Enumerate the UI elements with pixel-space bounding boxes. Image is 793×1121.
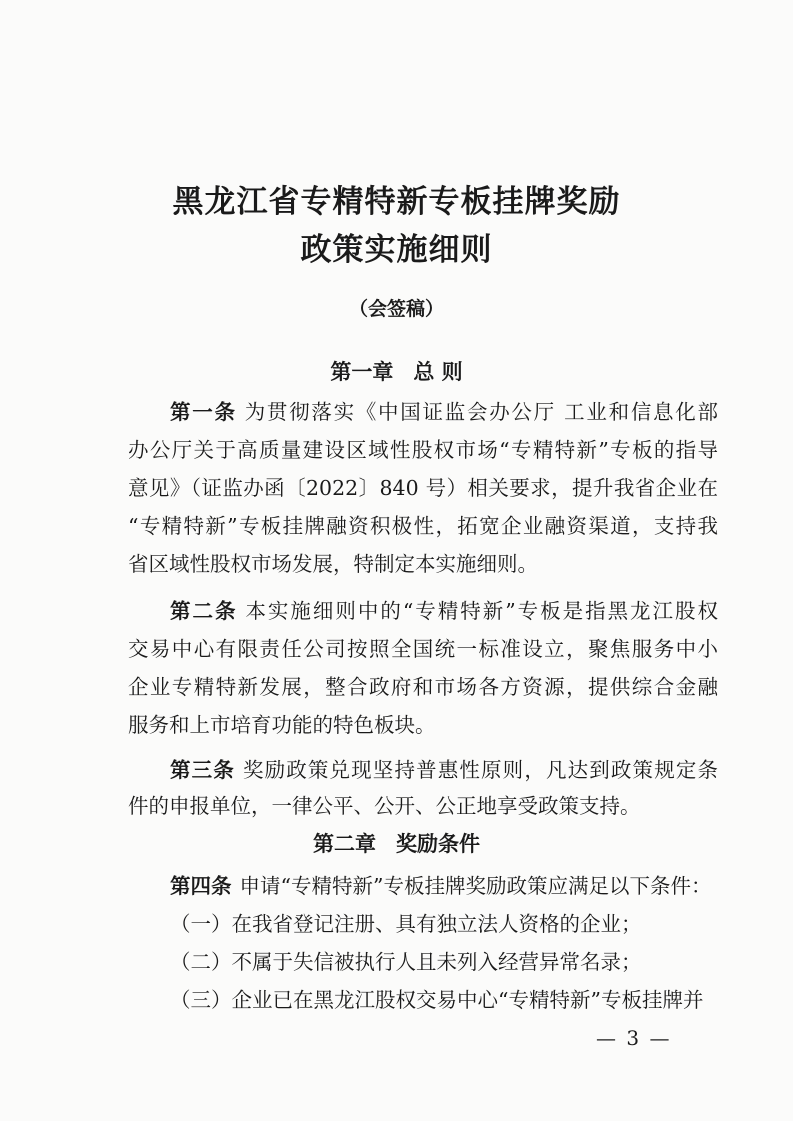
chapter-1-label: 第一章: [330, 359, 394, 384]
article-4-item: （三）企业已在黑龙江股权交易中心“专精特新”专板挂牌并: [170, 988, 704, 1012]
article-1-line: 意见》（证监办函〔2022〕840 号）相关要求，提升我省企业在: [128, 476, 718, 500]
article-4-item: （二）不属于失信被执行人且未列入经营异常名录；: [170, 950, 642, 974]
document-subtitle: （会签稿）: [348, 298, 444, 320]
chapter-2-name: 奖励条件: [396, 831, 480, 856]
article-3-heading: 第三条: [170, 758, 235, 782]
document-title-line1: 黑龙江省专精特新专板挂牌奖励: [172, 184, 621, 220]
article-1-line: “专精特新”专板挂牌融资积极性，拓宽企业融资渠道，支持我: [128, 514, 718, 538]
article-1-line: 第一条 为贯彻落实《中国证监会办公厅 工业和信息化部: [170, 400, 719, 424]
article-4-item: （一）在我省登记注册、具有独立法人资格的企业；: [170, 912, 642, 936]
article-4-line: 第四条 申请“专精特新”专板挂牌奖励政策应满足以下条件：: [170, 874, 712, 898]
article-1-line: 省区域性股权市场发展，特制定本实施细则。: [128, 552, 538, 576]
article-3-line: 件的申报单位，一律公平、公开、公正地享受政策支持。: [128, 794, 641, 818]
chapter-1-heading: [0, 356, 793, 386]
page-number: — 3 —: [596, 1026, 672, 1050]
chapter-2-heading: [0, 828, 793, 858]
article-2-line: 服务和上市培育功能的特色板块。: [128, 713, 436, 737]
chapter-1-name: 总 则: [413, 359, 463, 384]
document-title-line2: 政策实施细则: [300, 232, 493, 268]
article-1-heading: 第一条: [170, 400, 237, 424]
article-3-line: 第三条 奖励政策兑现坚持普惠性原则，凡达到政策规定条: [170, 758, 718, 782]
article-2-line: 企业专精特新发展，整合政府和市场各方资源，提供综合金融: [128, 675, 718, 699]
article-4-heading: 第四条: [170, 874, 232, 898]
article-1-line: 办公厅关于高质量建设区域性股权市场“专精特新”专板的指导: [128, 438, 718, 462]
article-2-line: 交易中心有限责任公司按照全国统一标准设立，聚焦服务中小: [128, 637, 718, 661]
article-2-heading: 第二条: [170, 599, 238, 623]
chapter-2-label: 第二章: [313, 831, 376, 856]
article-2-line: 第二条 本实施细则中的“专精特新”专板是指黑龙江股权: [170, 599, 719, 623]
